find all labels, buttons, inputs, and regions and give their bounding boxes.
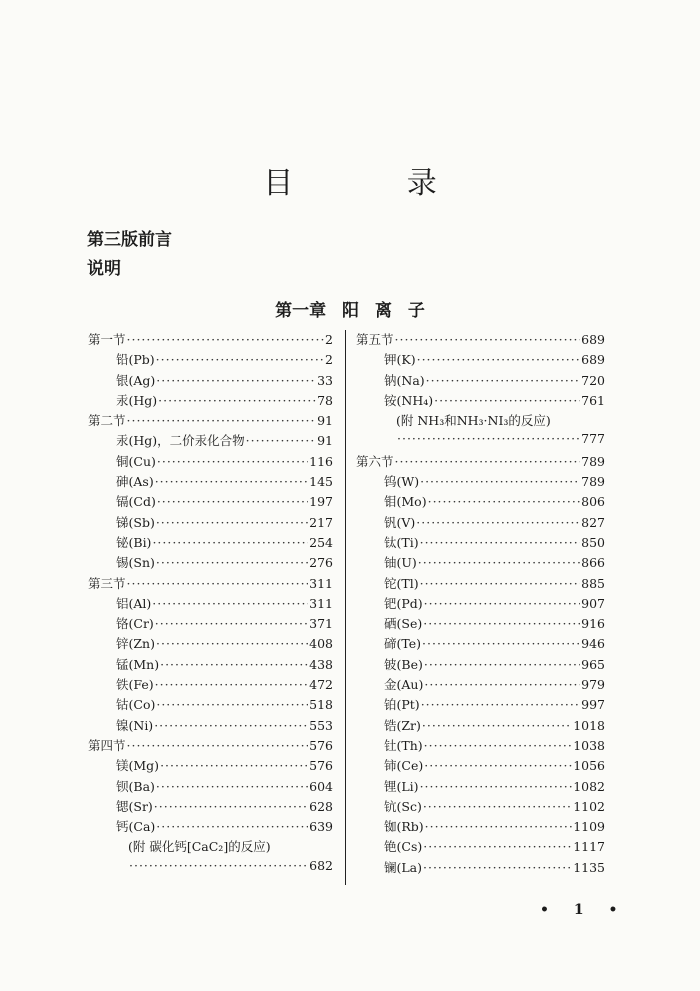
toc-entry[interactable] xyxy=(88,756,333,776)
dot-leader xyxy=(424,738,573,753)
toc-entry-page: 777 xyxy=(581,431,605,447)
dot-leader xyxy=(395,332,581,347)
toc-entry-label: 锌(Zn) xyxy=(116,636,155,652)
toc-entry-page: 720 xyxy=(581,372,605,388)
dot-leader xyxy=(416,515,580,530)
toc-entry[interactable] xyxy=(88,817,333,837)
dot-leader xyxy=(154,718,308,733)
toc-entry[interactable] xyxy=(88,391,333,411)
toc-entry[interactable] xyxy=(88,553,333,573)
toc-entry-page: 965 xyxy=(581,656,605,672)
dot-leader xyxy=(156,697,308,712)
dot-leader xyxy=(424,657,580,672)
toc-entry-label: 铯(Cs) xyxy=(384,839,423,855)
toc-entry-page: 789 xyxy=(581,474,605,490)
toc-entry-label: 锶(Sr) xyxy=(116,798,153,814)
toc-entry[interactable] xyxy=(356,574,605,594)
toc-entry-label: 钡(Ba) xyxy=(116,778,155,794)
dot-leader xyxy=(423,860,572,875)
toc-entry-label: 锆(Zr) xyxy=(384,717,421,733)
toc-entry-label: 硒(Se) xyxy=(384,616,423,632)
toc-entry[interactable] xyxy=(356,472,605,492)
toc-entry-label: 钍(Th) xyxy=(384,737,423,753)
toc-section-entry[interactable] xyxy=(88,330,333,350)
toc-entry-page: 1135 xyxy=(573,859,605,875)
dot-leader xyxy=(422,636,580,651)
page-title: 目 录 xyxy=(263,166,489,201)
dot-leader xyxy=(129,858,308,873)
dot-leader xyxy=(423,616,580,631)
toc-entry-label: 镍(Ni) xyxy=(116,717,154,733)
dot-leader xyxy=(160,758,308,773)
dot-leader xyxy=(397,431,580,446)
dot-leader xyxy=(156,352,324,367)
toc-right-column xyxy=(356,330,605,878)
toc-entry-label: (附 NH₃和NH₃·NI₃的反应) xyxy=(396,413,551,429)
dot-leader xyxy=(127,738,309,753)
toc-note-entry[interactable] xyxy=(88,837,333,857)
toc-entry[interactable] xyxy=(356,736,605,756)
dot-leader xyxy=(156,373,316,388)
toc-entry-page: 907 xyxy=(581,595,605,611)
toc-entry-page: 979 xyxy=(581,677,605,693)
dot-leader xyxy=(428,494,581,509)
toc-entry-page: 276 xyxy=(309,555,333,571)
toc-entry-label: 铁(Fe) xyxy=(116,677,154,693)
toc-entry-label: 镉(Cd) xyxy=(116,494,156,510)
toc-entry-page: 997 xyxy=(581,697,605,713)
toc-entry-label: 镧(La) xyxy=(384,859,423,875)
toc-entry-label: 砷(As) xyxy=(116,474,154,490)
toc-entry[interactable] xyxy=(88,492,333,512)
toc-entry-page: 628 xyxy=(309,798,333,814)
toc-section-entry[interactable] xyxy=(88,574,333,594)
dot-leader xyxy=(156,779,308,794)
toc-entry-label: 钴(Co) xyxy=(116,697,156,713)
toc-entry-label: 铈(Ce) xyxy=(384,758,424,774)
toc-entry[interactable] xyxy=(356,614,605,634)
toc-entry-label: 第六节 xyxy=(356,453,394,469)
toc-entry-label: 钨(W) xyxy=(384,474,420,490)
toc-entry[interactable] xyxy=(356,837,605,857)
toc-section-entry[interactable] xyxy=(356,452,605,472)
dot-leader xyxy=(434,393,580,408)
toc-entry-label: 铬(Cr) xyxy=(116,616,154,632)
toc-entry[interactable] xyxy=(88,533,333,553)
toc-entry-page: 78 xyxy=(317,392,333,408)
column-divider xyxy=(345,330,346,885)
toc-entry[interactable] xyxy=(356,513,605,533)
page-number: • 1 • xyxy=(540,902,628,918)
toc-entry-page: 885 xyxy=(581,575,605,591)
toc-entry-label: 第四节 xyxy=(88,737,126,753)
dot-leader xyxy=(421,697,580,712)
toc-entry[interactable] xyxy=(88,634,333,654)
toc-entry-label: 汞(Hg) xyxy=(116,392,158,408)
toc-entry-page: 689 xyxy=(581,352,605,368)
toc-note-entry[interactable] xyxy=(356,411,605,431)
toc-entry-page: 1038 xyxy=(573,737,605,753)
toc-entry-page: 866 xyxy=(581,555,605,571)
toc-entry-label: 铝(Al) xyxy=(116,595,152,611)
toc-entry-page: 1082 xyxy=(573,778,605,794)
toc-entry[interactable] xyxy=(88,858,333,878)
toc-entry[interactable] xyxy=(88,350,333,370)
dot-leader xyxy=(424,596,580,611)
toc-entry[interactable] xyxy=(88,513,333,533)
dot-leader xyxy=(127,576,309,591)
toc-entry-page: 254 xyxy=(309,534,333,550)
toc-entry-page: 91 xyxy=(317,413,333,429)
dot-leader xyxy=(155,474,308,489)
dot-leader xyxy=(160,657,308,672)
dot-leader xyxy=(127,413,317,428)
toc-entry-label: 锰(Mn) xyxy=(116,656,160,672)
toc-entry-label: 铍(Be) xyxy=(384,656,423,672)
toc-entry-label: 铊(Tl) xyxy=(384,575,419,591)
toc-entry[interactable] xyxy=(88,655,333,675)
chapter-heading: 第一章 阳 离 子 xyxy=(275,301,425,321)
toc-entry[interactable] xyxy=(88,797,333,817)
toc-entry-page: 1018 xyxy=(573,717,605,733)
toc-entry[interactable] xyxy=(88,452,333,472)
dot-leader xyxy=(156,636,308,651)
toc-entry[interactable] xyxy=(356,756,605,776)
toc-entry-page: 408 xyxy=(309,636,333,652)
toc-entry-page: 916 xyxy=(581,616,605,632)
toc-entry-label: 钛(Ti) xyxy=(384,534,419,550)
dot-leader xyxy=(424,758,572,773)
dot-leader xyxy=(127,332,325,347)
toc-entry-page: 1056 xyxy=(573,758,605,774)
toc-entry[interactable] xyxy=(88,371,333,391)
toc-entry-page: 2 xyxy=(325,332,333,347)
toc-entry-page: 682 xyxy=(309,857,333,873)
toc-entry[interactable] xyxy=(356,695,605,715)
toc-entry-label: 钼(Mo) xyxy=(384,494,427,510)
toc-entry-page: 518 xyxy=(309,697,333,713)
dot-leader xyxy=(156,819,308,834)
toc-entry-label: 铷(Rb) xyxy=(384,819,424,835)
dot-leader xyxy=(152,535,308,550)
toc-entry-page: 789 xyxy=(581,453,605,469)
toc-entry-page: 553 xyxy=(309,717,333,733)
toc-entry-label: 钒(V) xyxy=(384,514,416,530)
dot-leader xyxy=(422,718,572,733)
dot-leader xyxy=(426,373,580,388)
toc-entry-label: 锑(Sb) xyxy=(116,514,155,530)
toc-section-entry[interactable] xyxy=(356,330,605,350)
dot-leader xyxy=(156,555,308,570)
dot-leader xyxy=(420,474,580,489)
toc-entry-label: 汞(Hg)，二价汞化合物 xyxy=(116,433,245,449)
toc-entry-page: 33 xyxy=(317,372,333,388)
toc-entry-page: 1102 xyxy=(573,798,605,814)
dot-leader xyxy=(154,799,308,814)
toc-entry[interactable] xyxy=(88,614,333,634)
dot-leader xyxy=(157,454,308,469)
toc-entry-page: 116 xyxy=(309,453,333,469)
toc-entry-page: 761 xyxy=(581,392,605,408)
toc-entry-label: 银(Ag) xyxy=(116,372,156,388)
toc-section-entry[interactable] xyxy=(88,411,333,431)
toc-entry-label: 第二节 xyxy=(88,413,126,429)
toc-entry-page: 217 xyxy=(309,514,333,530)
toc-entry-page: 1109 xyxy=(573,819,605,835)
toc-entry-label: 钪(Sc) xyxy=(384,798,422,814)
toc-entry[interactable] xyxy=(88,777,333,797)
toc-entry[interactable] xyxy=(356,655,605,675)
toc-entry-page: 91 xyxy=(317,433,333,449)
toc-entry-page: 311 xyxy=(309,575,333,591)
toc-entry[interactable] xyxy=(356,634,605,654)
toc-entry-page: 639 xyxy=(309,819,333,835)
dot-leader xyxy=(420,779,573,794)
toc-entry-label: 镁(Mg) xyxy=(116,758,160,774)
dot-leader xyxy=(246,433,316,448)
toc-entry[interactable] xyxy=(88,695,333,715)
toc-entry-label: 第五节 xyxy=(356,332,394,347)
toc-entry-page: 604 xyxy=(309,778,333,794)
toc-entry-label: (附 碳化钙[CaC₂]的反应) xyxy=(128,839,271,855)
toc-entry[interactable] xyxy=(88,675,333,695)
toc-entry-page: 1117 xyxy=(573,839,605,855)
dot-leader xyxy=(155,616,308,631)
toc-entry[interactable] xyxy=(356,777,605,797)
toc-entry-page: 576 xyxy=(309,737,333,753)
toc-entry[interactable] xyxy=(356,858,605,878)
dot-leader xyxy=(155,677,309,692)
toc-entry-page: 197 xyxy=(309,494,333,510)
toc-entry[interactable] xyxy=(356,675,605,695)
dot-leader xyxy=(395,454,581,469)
dot-leader xyxy=(425,819,573,834)
toc-entry-label: 锂(Li) xyxy=(384,778,419,794)
dot-leader xyxy=(158,393,316,408)
toc-entry-page: 371 xyxy=(309,616,333,632)
toc-entry[interactable] xyxy=(88,716,333,736)
toc-entry[interactable] xyxy=(356,533,605,553)
toc-entry[interactable] xyxy=(88,431,333,451)
dot-leader xyxy=(418,555,580,570)
toc-entry-label: 第三节 xyxy=(88,575,126,591)
dot-leader xyxy=(424,677,580,692)
front-matter-notes[interactable]: 说明 xyxy=(87,259,121,279)
toc-section-entry[interactable] xyxy=(88,736,333,756)
dot-leader xyxy=(423,839,572,854)
toc-entry-label: 铜(Cu) xyxy=(116,453,156,469)
toc-entry-label: 铅(Pb) xyxy=(116,352,155,368)
toc-entry-page: 827 xyxy=(581,514,605,530)
dot-leader xyxy=(420,576,581,591)
toc-entry[interactable] xyxy=(356,431,605,451)
toc-entry-label: 第一节 xyxy=(88,332,126,347)
dot-leader xyxy=(156,515,308,530)
toc-left-column xyxy=(88,330,333,878)
toc-entry[interactable] xyxy=(356,797,605,817)
toc-entry-page: 145 xyxy=(309,474,333,490)
dot-leader xyxy=(157,494,308,509)
toc-entry-page: 806 xyxy=(581,494,605,510)
toc-entry[interactable] xyxy=(356,817,605,837)
toc-entry[interactable] xyxy=(88,472,333,492)
toc-entry-label: 钙(Ca) xyxy=(116,819,156,835)
dot-leader xyxy=(423,799,572,814)
toc-entry-page: 576 xyxy=(309,758,333,774)
toc-entry[interactable] xyxy=(88,594,333,614)
toc-entry-page: 850 xyxy=(581,534,605,550)
toc-entry-label: 碲(Te) xyxy=(384,636,422,652)
front-matter-preface[interactable]: 第三版前言 xyxy=(87,230,172,250)
toc-entry-label: 铂(Pt) xyxy=(384,697,420,713)
toc-entry[interactable] xyxy=(356,391,605,411)
toc-entry[interactable] xyxy=(356,371,605,391)
toc-entry-label: 钯(Pd) xyxy=(384,595,423,611)
toc-entry[interactable] xyxy=(356,492,605,512)
toc-entry-label: 铵(NH₄) xyxy=(384,392,434,408)
toc-entry-page: 472 xyxy=(309,677,333,693)
toc-entry-label: 锡(Sn) xyxy=(116,555,155,571)
toc-entry[interactable] xyxy=(356,594,605,614)
toc-entry-label: 铋(Bi) xyxy=(116,534,152,550)
toc-entry[interactable] xyxy=(356,350,605,370)
toc-entry-label: 钠(Na) xyxy=(384,372,425,388)
toc-entry[interactable] xyxy=(356,716,605,736)
toc-entry-page: 2 xyxy=(325,352,333,368)
toc-entry[interactable] xyxy=(356,553,605,573)
dot-leader xyxy=(417,352,581,367)
toc-entry-label: 金(Au) xyxy=(384,677,424,693)
toc-entry-label: 铀(U) xyxy=(384,555,417,571)
toc-entry-page: 438 xyxy=(309,656,333,672)
toc-entry-page: 946 xyxy=(581,636,605,652)
dot-leader xyxy=(420,535,581,550)
dot-leader xyxy=(152,596,308,611)
toc-entry-page: 689 xyxy=(581,332,605,347)
toc-entry-label: 钾(K) xyxy=(384,352,416,368)
toc-entry-page: 311 xyxy=(309,595,333,611)
